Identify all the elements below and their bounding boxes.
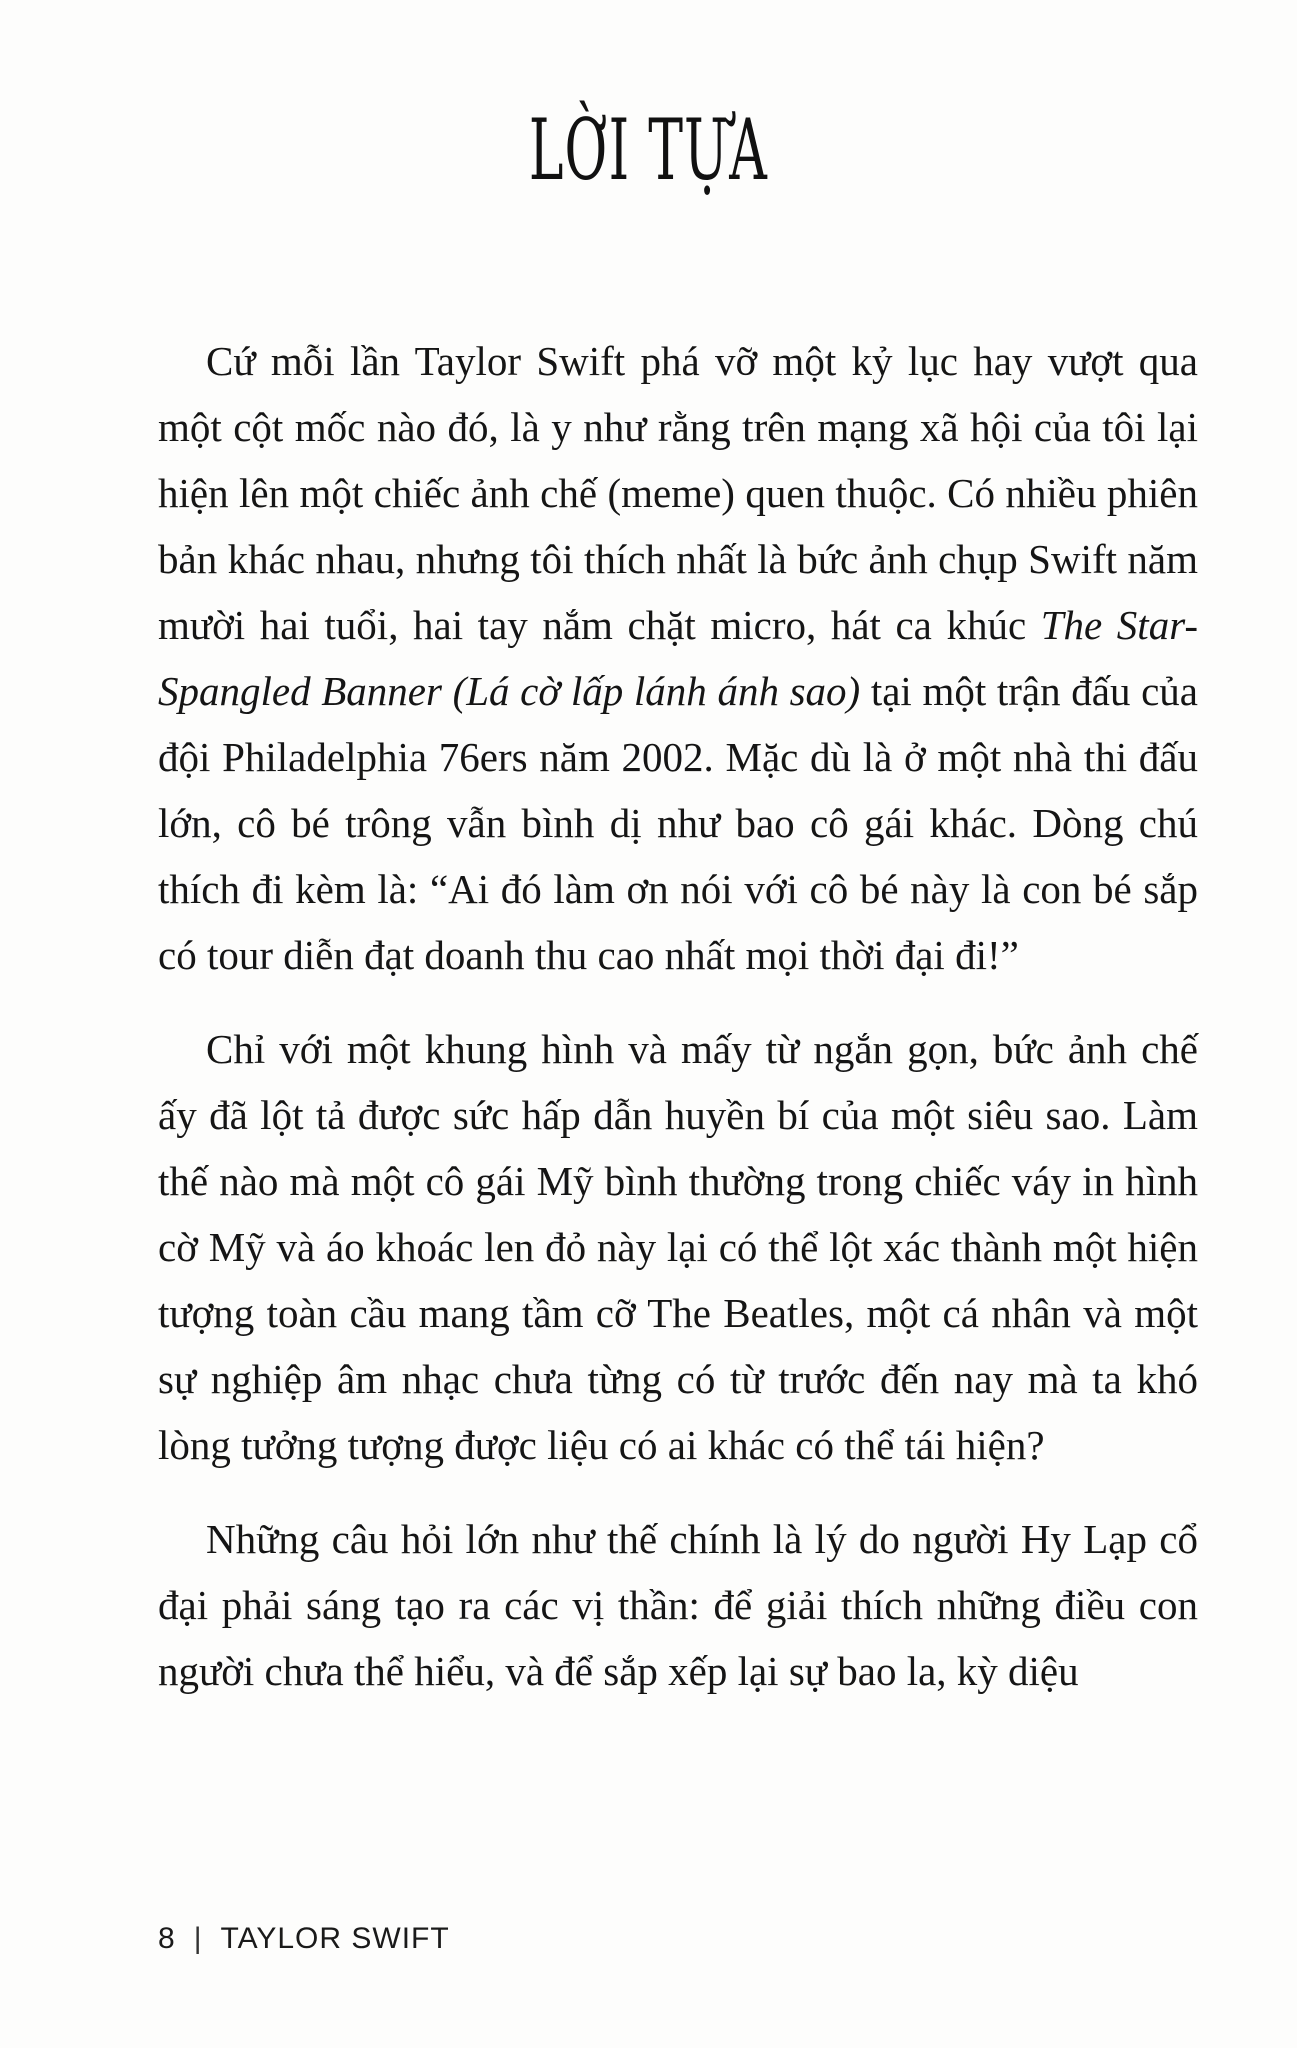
running-title: TAYLOR SWIFT (220, 1922, 450, 1955)
page-number: 8 (158, 1922, 176, 1955)
paragraph-3: Những câu hỏi lớn như thế chính là lý do người Hy Lạp cổ đại phải sáng tạo ra các vị thần: để giải thích những điều con người chưa thể hiểu, và để sắp xếp lại sự bao la, kỳ diệu (158, 1516, 1198, 1694)
paragraph-1-text-start: Cứ mỗi lần Taylor Swift phá vỡ một kỷ lục hay vượt qua một cột mốc nào đó, là y như rằng trên mạng xã hội của tôi lại hiện lên một chiếc ảnh chế (meme) quen thuộc. Có nhiều phiên bản khác nhau, nhưng tôi thích nhất là bức ảnh chụp Swift năm mười hai tuổi, hai tay nắm chặt micro, hát ca khúc (158, 338, 1198, 648)
paragraph-2: Chỉ với một khung hình và mấy từ ngắn gọn, bức ảnh chế ấy đã lột tả được sức hấp dẫn huyền bí của một siêu sao. Làm thế nào mà một cô gái Mỹ bình thường trong chiếc váy in hình cờ Mỹ và áo khoác len đỏ này lại có thể lột xác thành một hiện tượng toàn cầu mang tầm cỡ The Beatles, một cá nhân và một sự nghiệp âm nhạc chưa từng có từ trước đến nay mà ta khó lòng tưởng tượng được liệu có ai khác có thể tái hiện? (158, 1026, 1198, 1468)
page-footer (158, 1922, 450, 1956)
chapter-title: LỜI TỰA (528, 101, 769, 199)
song-title-italic: The Star-Spangled Banner (Lá cờ lấp lánh ánh sao) (158, 602, 1198, 714)
paragraph-1-text-end: tại một trận đấu của đội Philadelphia 76ers năm 2002. Mặc dù là ở một nhà thi đấu lớn, cô bé trông vẫn bình dị như bao cô gái khác. Dòng chú thích đi kèm là: “Ai đó làm ơn nói với cô bé này là con bé sắp có tour diễn đạt doanh thu cao nhất mọi thời đại đi!” (158, 668, 1198, 978)
body-text (158, 328, 1198, 1732)
footer-separator: | (193, 1922, 203, 1955)
paragraph-1 (158, 328, 1198, 988)
